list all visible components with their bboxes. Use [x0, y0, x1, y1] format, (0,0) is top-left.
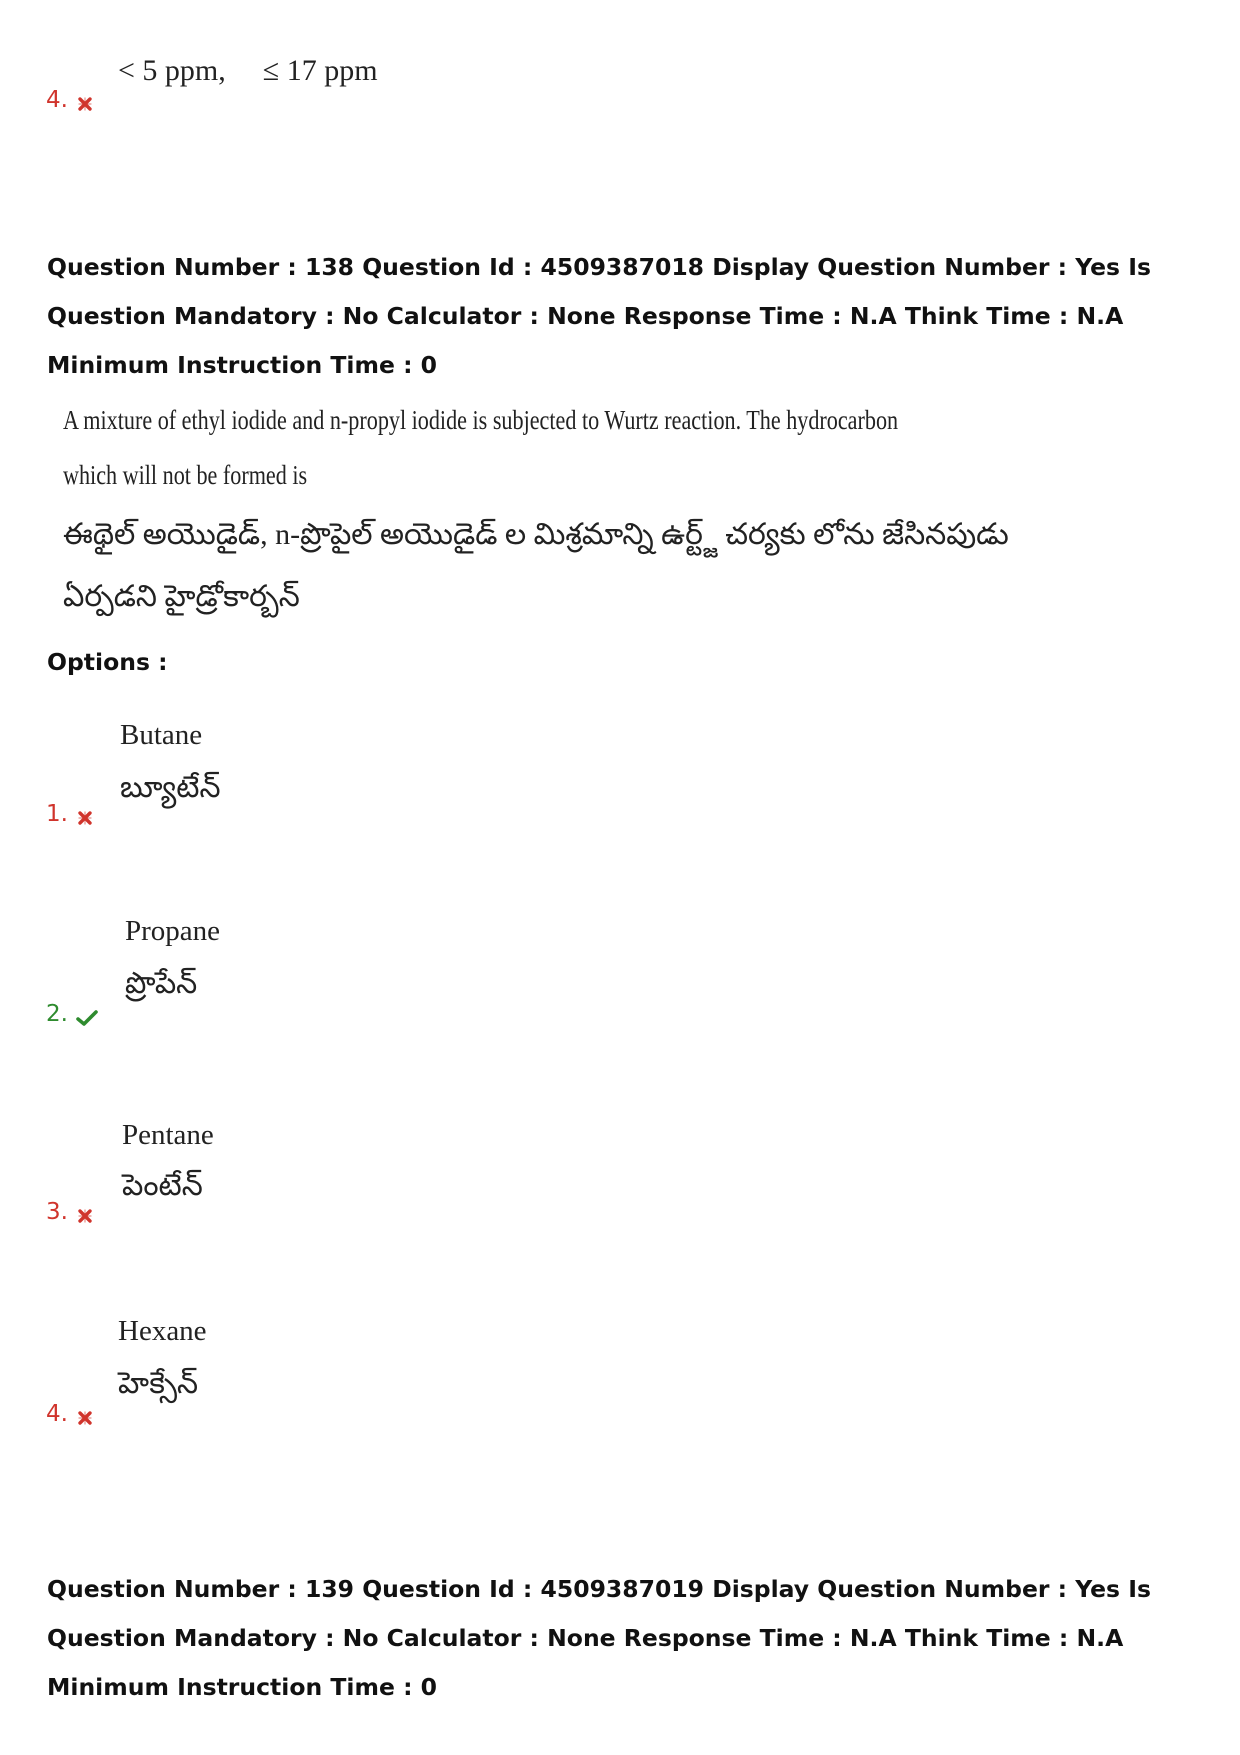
- option-number: 2.: [46, 1001, 68, 1027]
- option-2-en: Propane: [125, 915, 221, 947]
- cross-icon: [76, 1406, 94, 1424]
- question-text-en-line1: A mixture of ethyl iodide and n-propyl iodide is subjected to Wurtz reaction. The hydrocarbon: [63, 405, 899, 435]
- option-text-b: ≤ 17 ppm: [262, 54, 378, 87]
- option-3-en: Pentane: [122, 1119, 214, 1151]
- option-number: 4.: [46, 87, 68, 113]
- cross-icon: [76, 1204, 94, 1222]
- question-meta: Question Number : 138 Question Id : 4509387018 Display Question Number : Yes Is Question Mandatory : No Calculator : None Response Time : N.A Think Time : N.A Minimum Instruction Time : 0: [47, 253, 1151, 379]
- question-text-te-line2: ఏర్పడని హైడ్రోకార్బన్: [63, 580, 300, 613]
- cross-icon: [76, 806, 94, 824]
- option-2: [46, 1000, 94, 1028]
- option-4-en: Hexane: [118, 1315, 207, 1347]
- option-3: [46, 1198, 94, 1226]
- option-2-te: ప్రొపేన్: [125, 967, 198, 1000]
- option-3-te: పెంటేన్: [122, 1169, 203, 1202]
- option-1: [46, 800, 94, 828]
- option-4-prev-content: [118, 54, 378, 88]
- question-text-en-line2: which will not be formed is: [63, 460, 308, 490]
- options-label: Options :: [47, 648, 168, 676]
- option-1-en: Butane: [120, 719, 203, 751]
- option-4: [46, 1400, 94, 1428]
- option-number: 4.: [46, 1401, 68, 1427]
- check-icon: [76, 1006, 94, 1024]
- option-number: 3.: [46, 1199, 68, 1225]
- question-text-te-line1: ఈథైల్ అయొడైడ్, n-ప్రొపైల్ అయొడైడ్ ల మిశ్రమాన్ని ఉర్ట్జ్ చర్యకు లోను జేసినపుడు: [63, 518, 1009, 551]
- question-meta: Question Number : 139 Question Id : 4509387019 Display Question Number : Yes Is Question Mandatory : No Calculator : None Response Time : N.A Think Time : N.A Minimum Instruction Time : 0: [47, 1575, 1151, 1701]
- option-4-te: హెక్సేన్: [118, 1367, 199, 1400]
- option-number: 1.: [46, 801, 68, 827]
- option-4-prev: [46, 86, 94, 114]
- option-text-a: < 5 ppm,: [118, 54, 226, 87]
- cross-icon: [76, 92, 94, 110]
- option-1-te: బ్యూటేన్: [120, 771, 221, 804]
